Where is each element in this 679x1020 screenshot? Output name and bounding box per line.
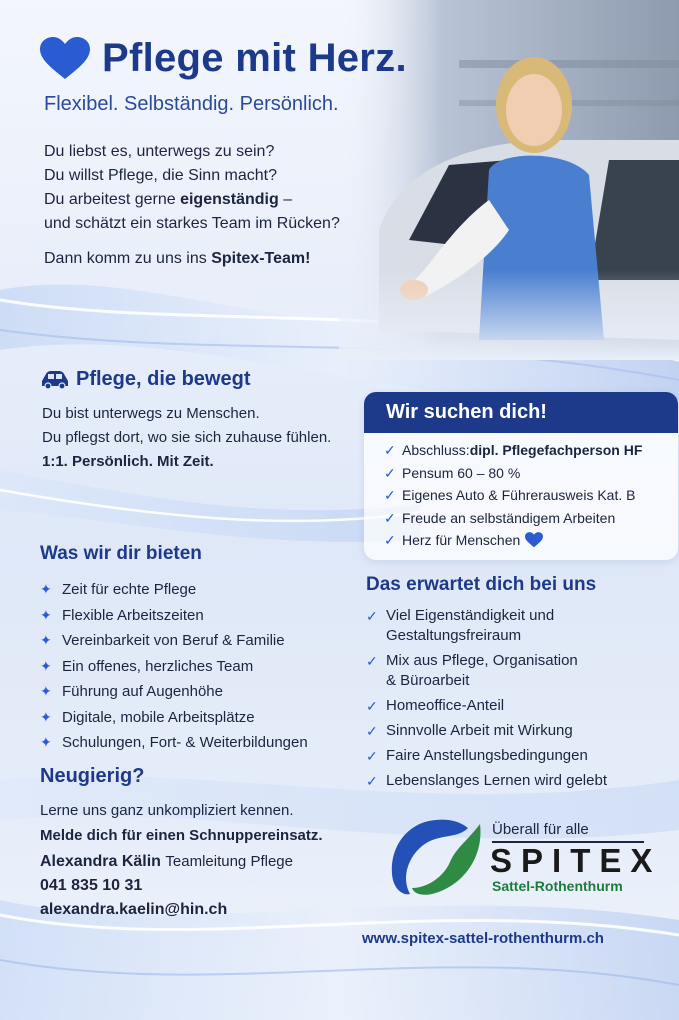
website-link[interactable]: www.spitex-sattel-rothenthurm.ch: [362, 930, 604, 947]
intro-line: Du arbeitest gerne eigenständig –: [44, 191, 293, 208]
page-title: Pflege mit Herz.: [102, 36, 407, 80]
list-item: ✦ Flexible Arbeitszeiten: [40, 606, 204, 624]
check-icon: ✓: [366, 723, 378, 739]
sparkle-icon: ✦: [40, 657, 52, 674]
check-icon: ✓: [384, 487, 396, 503]
car-icon: [40, 371, 70, 389]
heart-icon: [40, 37, 90, 81]
search-card-title: Wir suchen dich!: [364, 392, 678, 433]
check-icon: ✓: [384, 464, 396, 481]
list-item: ✦ Führung auf Augenhöhe: [40, 683, 223, 701]
logo-tagline: Überall für alle: [492, 821, 589, 838]
list-item: ✓ Eigenes Auto & Führerausweis Kat. B: [384, 484, 678, 507]
check-icon: ✓: [366, 608, 378, 624]
check-icon: ✓: [366, 698, 378, 714]
contact-phone[interactable]: 041 835 10 31: [40, 877, 143, 894]
subtitle: Flexibel. Selbständig. Persönlich.: [44, 93, 339, 115]
spitex-logo-mark: [388, 816, 484, 898]
section-bewegt-text: Du bist unterwegs zu Menschen. Du pflegst dort, wo sie sich zuhause fühlen. 1:1. Persönlich. Mit Zeit.: [42, 405, 332, 470]
list-item: ✓ Mix aus Pflege, Organisation & Büroarbeit: [366, 652, 578, 689]
check-icon: ✓: [384, 509, 396, 526]
sparkle-icon: ✦: [40, 606, 52, 623]
list-item: ✓ Pensum 60 – 80 %: [384, 462, 678, 485]
list-item: ✦ Digitale, mobile Arbeitsplätze: [40, 708, 255, 726]
list-item: ✦ Schulungen, Fort- & Weiterbildungen: [40, 734, 308, 752]
offer-title: Was wir dir bieten: [40, 543, 202, 564]
list-item: ✦ Vereinbarkeit von Beruf & Familie: [40, 632, 285, 650]
contact-email[interactable]: alexandra.kaelin@hin.ch: [40, 901, 228, 918]
logo-region: Sattel-Rothenthurm: [492, 878, 623, 894]
intro-line: Du willst Pflege, die Sinn macht?: [44, 167, 277, 184]
curious-title: Neugierig?: [40, 765, 145, 787]
invite-text: Dann komm zu uns ins Spitex-Team!: [44, 250, 311, 267]
list-item: ✦ Zeit für echte Pflege: [40, 581, 197, 599]
contact-block: [40, 850, 293, 922]
sparkle-icon: ✦: [40, 581, 52, 598]
intro-line: und schätzt ein starkes Team im Rücken?: [44, 215, 340, 232]
intro-text: [44, 140, 340, 236]
search-card: [364, 392, 678, 560]
expect-title: Das erwartet dich bei uns: [366, 574, 597, 595]
sparkle-icon: ✦: [40, 708, 52, 725]
curious-text: Lerne uns ganz unkompliziert kennen. Melde dich für einen Schnuppereinsatz.: [40, 802, 323, 844]
contact-name: Alexandra Kälin: [40, 853, 161, 870]
sparkle-icon: ✦: [40, 632, 52, 649]
list-item: ✓ Freude an selbständigem Arbeiten: [384, 507, 678, 530]
list-item: ✦ Ein offenes, herzliches Team: [40, 657, 254, 675]
expect-section: [366, 574, 607, 796]
offer-section: [40, 543, 308, 756]
check-icon: ✓: [366, 653, 378, 669]
heart-icon: [525, 532, 543, 548]
list-item: ✓ Viel Eigenständigkeit und Gestaltungsfreiraum: [366, 607, 555, 644]
logo-name: SPITEX: [490, 842, 662, 879]
check-icon: ✓: [366, 748, 378, 764]
list-item: ✓ Herz für Menschen: [384, 529, 678, 552]
list-item: ✓ Abschluss: dipl. Pflegefachperson HF: [384, 439, 678, 462]
section-bewegt-title: Pflege, die bewegt: [40, 368, 250, 391]
check-icon: ✓: [384, 532, 396, 548]
intro-line: Du liebst es, unterwegs zu sein?: [44, 143, 275, 160]
title-block: [40, 36, 407, 81]
sparkle-icon: ✦: [40, 734, 52, 751]
list-item: ✓ Lebenslanges Lernen wird gelebt: [366, 772, 607, 789]
sparkle-icon: ✦: [40, 683, 52, 700]
check-icon: ✓: [384, 442, 396, 458]
list-item: ✓ Sinnvolle Arbeit mit Wirkung: [366, 722, 573, 739]
check-icon: ✓: [366, 773, 378, 789]
list-item: ✓ Faire Anstellungsbedingungen: [366, 747, 588, 764]
list-item: ✓ Homeoffice-Anteil: [366, 697, 505, 714]
contact-role: Teamleitung Pflege: [165, 853, 293, 870]
